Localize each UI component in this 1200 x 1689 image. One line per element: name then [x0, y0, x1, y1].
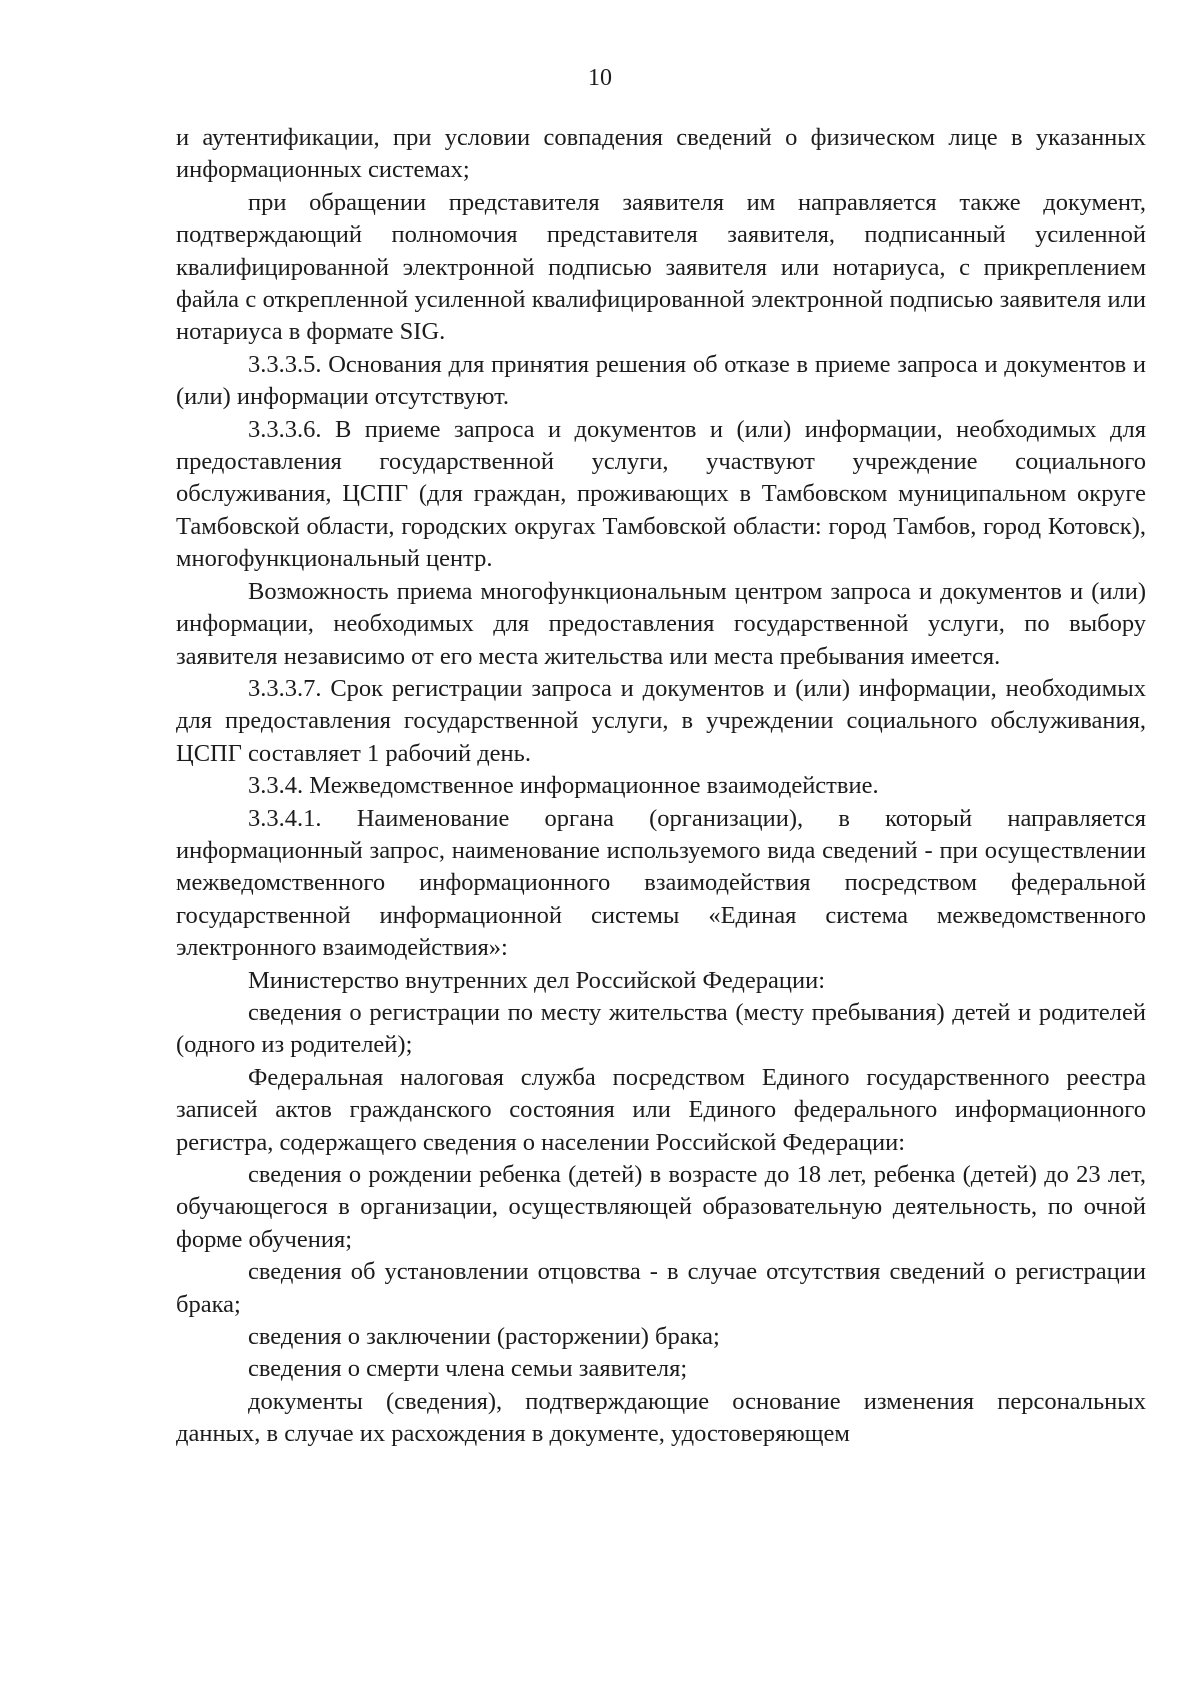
- paragraph-8: 3.3.4.1. Наименование органа (организации), в который направляется информационный запрос, наименование используемого вида сведений - при осуществлении межведомственного информационного взаимодействия посредством федеральной государственной информационной системы «Единая система межведомственного электронного взаимодействия»:: [176, 804, 1146, 962]
- page-number: 10: [588, 65, 612, 91]
- paragraph-1: и аутентификации, при условии совпадения сведений о физическом лице в указанных информационных системах;: [176, 124, 1146, 184]
- paragraph-6: 3.3.3.7. Срок регистрации запроса и документов и (или) информации, необходимых для предоставления государственной услуги, в учреждении социального обслуживания, ЦСПГ составляет 1 рабочий день.: [176, 674, 1146, 767]
- paragraph-7: 3.3.4. Межведомственное информационное взаимодействие.: [248, 772, 879, 800]
- paragraph-11: Федеральная налоговая служба посредством Единого государственного реестра записей актов гражданского состояния или Единого федерального информационного регистра, содержащего сведения о населении Российской Федерации:: [176, 1063, 1146, 1156]
- paragraph-10: сведения о регистрации по месту жительства (месту пребывания) детей и родителей (одного из родителей);: [176, 998, 1146, 1059]
- paragraph-15: сведения о смерти члена семьи заявителя;: [248, 1355, 688, 1383]
- paragraph-13: сведения об установлении отцовства - в случае отсутствия сведений о регистрации брака;: [176, 1258, 1146, 1318]
- paragraph-5: Возможность приема многофункциональным центром запроса и документов и (или) информации, необходимых для предоставления государственной услуги, по выбору заявителя независимо от его места жительства или места пребывания имеется.: [176, 577, 1146, 670]
- paragraph-14: сведения о заключении (расторжении) брака;: [248, 1323, 720, 1351]
- paragraph-9: Министерство внутренних дел Российской Федерации:: [248, 966, 826, 994]
- paragraph-3: 3.3.3.5. Основания для принятия решения об отказе в приеме запроса и документов и (или) информации отсутствуют.: [176, 350, 1146, 411]
- paragraph-16: документы (сведения), подтверждающие основание изменения персональных данных, в случае их расхождения в документе, удостоверяющем: [176, 1387, 1146, 1448]
- paragraph-4: 3.3.3.6. В приеме запроса и документов и (или) информации, необходимых для предоставления государственной услуги, участвуют учреждение социального обслуживания, ЦСПГ (для граждан, проживающих в Тамбовском муниципальном округе Тамбовской области, городских округах Тамбовской области: город Тамбов, город Котовск), многофункциональный центр.: [176, 415, 1146, 573]
- paragraph-12: сведения о рождении ребенка (детей) в возрасте до 18 лет, ребенка (детей) до 23 лет, обучающегося в организации, осуществляющей образовательную деятельность, по очной форме обучения;: [176, 1161, 1146, 1253]
- paragraph-2: при обращении представителя заявителя им направляется также документ, подтверждающий полномочия представителя заявителя, подписанный усиленной квалифицированной электронной подписью заявителя или нотариуса, с прикреплением файла с открепленной усиленной квалифицированной электронной подписью заявителя или нотариуса в формате SIG.: [176, 188, 1146, 346]
- document-body: [176, 122, 1146, 1451]
